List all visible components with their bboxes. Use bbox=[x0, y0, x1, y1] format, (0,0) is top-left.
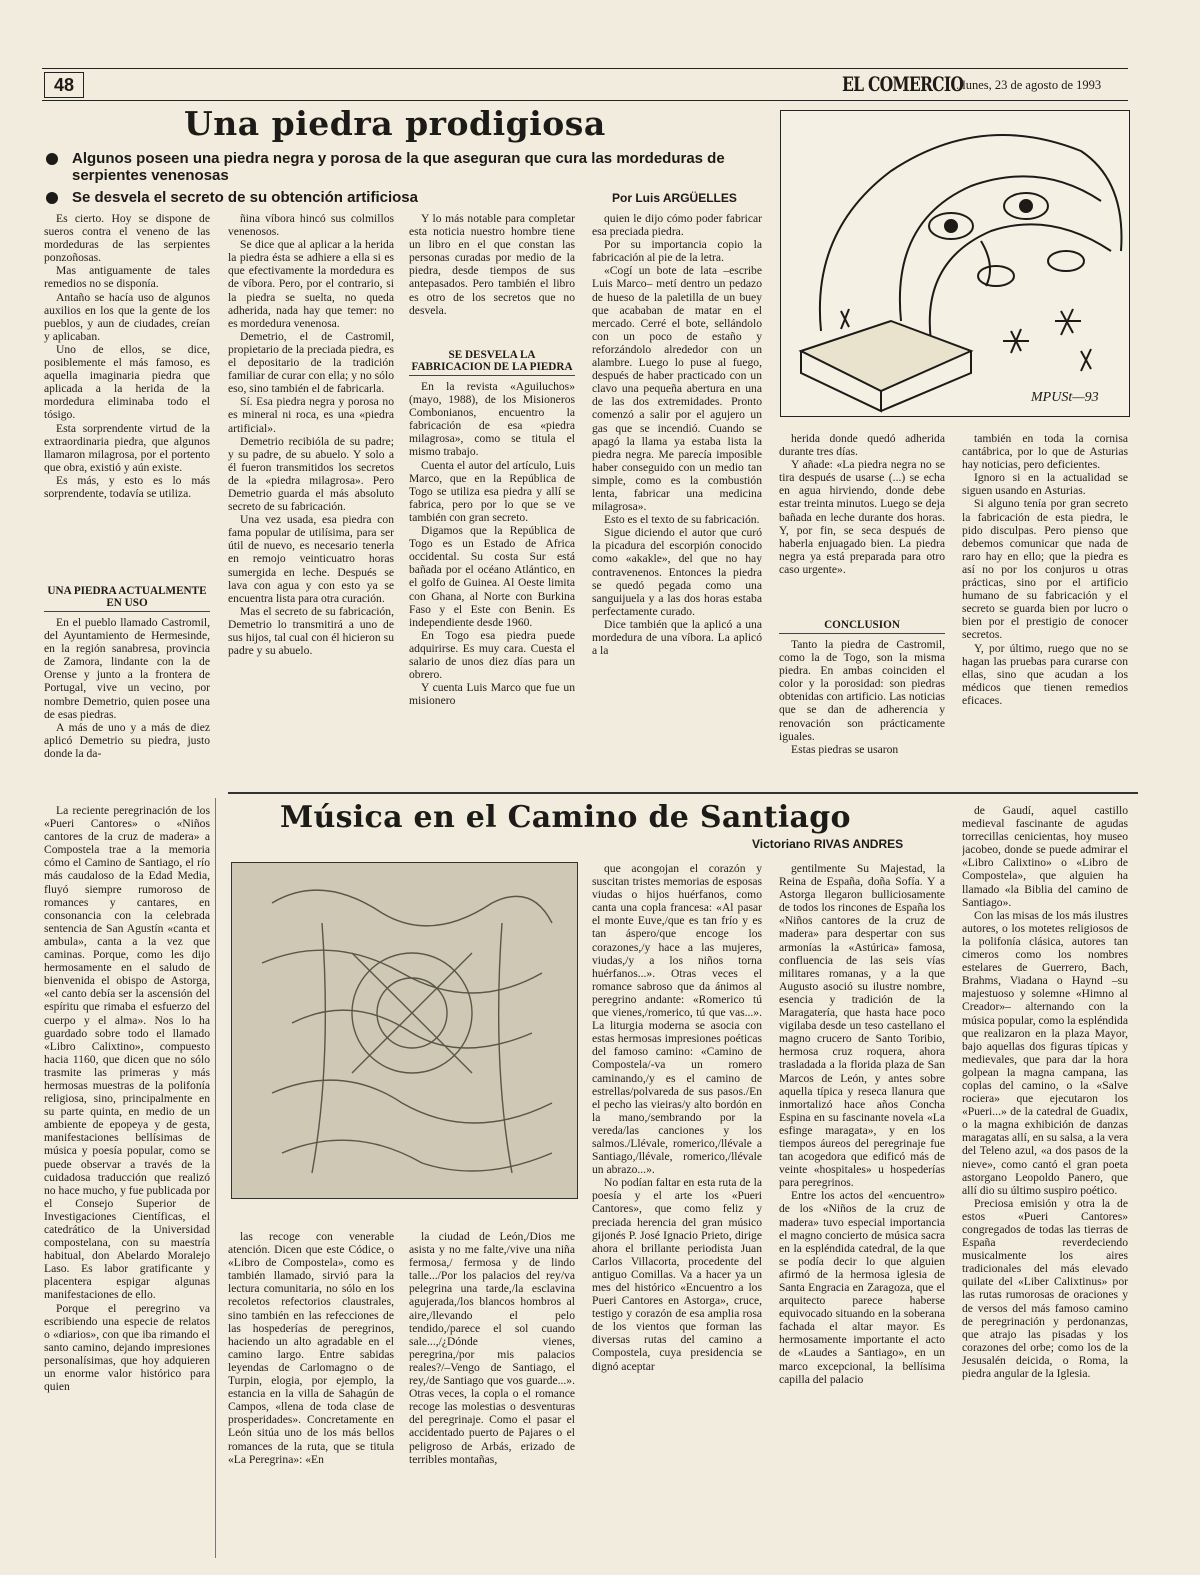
article2-col4 bbox=[592, 862, 762, 1528]
article1-col4 bbox=[592, 212, 762, 788]
subhead-en-uso: UNA PIEDRA ACTUALMENTE EN USO bbox=[44, 585, 210, 612]
para: las recoge con venerable atención. Dicen que este Códice, o «Libro de Compostela», como es también llamado, sirvió para la lectura comunitaria, no sólo en los recoletos refectorios claustrales, sino también en las refecciones de las hospederías de peregrinos, haciendo un alto agradable en el camino largo. Entre sabidas leyendas de Carlomagno o de Turpin, elogia, por ejemplo, la estancia en la villa de Sahagún de Campos, «llena de toda clase de prosperidades». Concretamente en León sitúa uno de los más bellos romances de la ruta, que se titula «La Peregrina»: «En bbox=[228, 1230, 394, 1466]
article1-col5b bbox=[779, 616, 945, 788]
para: también en toda la cornisa cantábrica, por lo que de Asturias hay noticias, pero deficientes. bbox=[962, 432, 1128, 472]
para: Si alguno tenía por gran secreto la fabricación de esta piedra, le pido disculpas. Pero pienso que debemos comunicar que nada de raro hay en ello; que la piedra es así no por los conjuros u otras prácticas, sino por el artificio humano de su fabricación y el secreto se guarda bien por lucro o bien por el prestigio de conocer secretos. bbox=[962, 497, 1128, 642]
para: Mas antiguamente de tales remedios no se disponía. bbox=[44, 264, 210, 291]
article1-col5 bbox=[779, 432, 945, 612]
para: En el pueblo llamado Castromil, del Ayuntamiento de Hermesinde, en la región sanabresa, provincia de Zamora, lindante con la de Orense y junto a la frontera de Portugal, vive un vecino, por nombre Demetrio, quien posee una de esas piedras. bbox=[44, 616, 210, 721]
article1-bullet1: Algunos poseen una piedra negra y porosa de la que aseguran que cura las mordeduras de serpientes venenosas bbox=[72, 150, 725, 184]
para: La reciente peregrinación de los «Pueri Cantores» o «Niños cantores de la cruz de madera» a Compostela trae a la memoria cómo el Camino de Santiago, el río más caudaloso de la Edad Media, fluyó siempre rumoroso de romances y cantares, en consonancia con la celebrada sentencia de San Agustín «canta et ambula», canta a la vez que caminas. Porque, como les dijo hermosamente en el saludo de bienvenida el obispo de Astorga, «el canto debía ser la ascensión del espíritu que rimaba el esfuerzo del cuerpo y el alma». Nos lo ha guardado sobre todo el llamado «Libro Calixtino», compuesto hacia 1160, que dicen que no sólo trasmite las primeras y más hermosas muestras de la polifonía religiosa, sino, principalmente en su parte quinta, en medio de un ambiente de epopeya y de gesta, manifestaciones bellísimas de música y poesía popular, como se puede observar a través de la cuidadosa traducción que realizó no hace mucho, y fue publicada por el Consejo Superior de Investigaciones Científicas, el catedrático de la Universidad compostelana, con su maestría habitual, don Abelardo Moralejo Laso. Es labor gratificante y placentera espigar algunas manifestaciones de ello. bbox=[44, 804, 210, 1302]
para: Entre los actos del «encuentro» de los «Niños de la cruz de madera» tuvo especial importancia el magno concierto de música sacra en la espléndida catedral, de la que se podía decir lo que alguien afirmó de la hermosa iglesia de Santa Engracia en Zaragoza, que el arquitecto parece haberse equivocado situando en la soberana fachada el altar mayor. Es hermosamente importante el acto de «Laudes a Santiago», en un marco excepcional, la bellísima capilla del palacio bbox=[779, 1189, 945, 1386]
para: Demetrio recibióla de su padre; y su padre, de su abuelo. Y solo a él fueron transmitidos los secretos de la «piedra milagrosa». Pero Demetrio guarda el más absoluto secreto de su fabricación. bbox=[228, 434, 394, 514]
para: En la revista «Aguiluchos» (mayo, 1988), de los Misioneros Combonianos, encuentro la fabricación de esa «piedra milagrosa», como se titula el mismo trabajo. bbox=[409, 380, 575, 459]
para: Ignoro si en la actualidad se siguen usando en Asturias. bbox=[962, 471, 1128, 498]
para: gentilmente Su Majestad, la Reina de España, doña Sofía. Y a Astorga llegaron bulliciosamente de todos los rincones de España los «Niños cantores de la cruz de madera» para despertar con sus armonías la «Astúrica» famosa, confluencia de las seis vías militares romanas, y a la que Augusto asoció su ilustre nombre, esencia y tradición de la Maragatería, que hasta hace poco vigilaba desde un teso castellano el magno crucero de Santo Toribio, hermosa cruz roquera, ahora trasladada a la florida plaza de San Marcos de León, y antes sobre aquella típica y reseca llanura que inmortalizó hace años Concha Espina en su fascinante novela «La esfinge maragata», y en los tiempos áureos del peregrinaje fue tan acogedora que edificó más de veinte «hospitales» u hospederías para peregrinos. bbox=[779, 862, 945, 1190]
para: Antaño se hacía uso de algunos auxilios en los que la gente de los pueblos, y aun de ciudades, creían y aplicaban. bbox=[44, 290, 210, 343]
article1-col6 bbox=[962, 432, 1128, 788]
para: Es cierto. Hoy se dispone de sueros contra el veneno de las mordeduras de las serpientes ponzoñosas. bbox=[44, 212, 210, 265]
para: Sí. Esa piedra negra y porosa no es mineral ni roca, es una «piedra artificial». bbox=[228, 395, 394, 435]
para: No podían faltar en esta ruta de la poesía y el arte los «Pueri Cantores», que como feliz y preciada herencia del gran músico gijonés P. José Ignacio Prieto, dirige ahora el brillante periodista Juan Carlos Villacorta, procedente del antiguo Comillas. Va a hacer ya un mes del histórico «Encuentro a los Pueri Cantores en Astorga», cruce, testigo y corazón de esa amplia rosa de los vientos que forman las diversas rutas del camino a Compostela, cuya presidencia se dignó aceptar bbox=[592, 1176, 762, 1373]
para: Es más, y esto es lo más sorprendente, todavía se utiliza. bbox=[44, 473, 210, 500]
para: Uno de ellos, se dice, posiblemente el más famoso, es aquella imaginaria piedra que aplicada a la herida de la mordedura eliminaba todo el tósigo. bbox=[44, 342, 210, 422]
subhead-conclusion: CONCLUSION bbox=[779, 619, 945, 634]
article1-col3 bbox=[409, 212, 575, 344]
illustration-signature: MPUSt—93 bbox=[1031, 390, 1099, 405]
para: Sigue diciendo el autor que curó la picadura del escorpión conocido como «akakle», del que no hay contravenenos. Entonces la piedra se quedó pegada como una sanguijuela y a las dos horas estaba perfectamente curado. bbox=[592, 526, 762, 618]
para: la ciudad de León,/Dios me asista y no me falte,/vive una niña fermosa,/ fermosa y de lindo talle.../Por los palacios del rey/va pelegrina una tarde,/la esclavina agujerada,/los blancos hombros al aire,/llevando el pelo tendido,/parece el sol cuando sale...,/¿Dónde vienes, peregrina,/por mis palacios reales?/–Vengo de Santiago, el rey,/de Santiago que vos guarde...». Otras veces, la copla o el romance recoge las molestias o desventuras del peregrinaje. Como el pasar el accidentado puerto de Pajares o el peligroso de Arbás, erizado de terribles montañas, bbox=[409, 1230, 575, 1466]
para: Tanto la piedra de Castromil, como la de Togo, son la misma piedra. En ambas coinciden el color y la porosidad: son piedras obtenidas con artificio. Las noticias que se dan de adherencia y renovación son prácticamente iguales. bbox=[779, 638, 945, 743]
para: Esto es el texto de su fabricación. bbox=[604, 513, 760, 527]
article2-title: Música en el Camino de Santiago bbox=[280, 800, 851, 835]
para: Preciosa emisión y otra la de estos «Pueri Cantores» congregados de todas las tierras de España reverdeciendo musicalmente los aires tradicionales del más elevado quilate del «Liber Calixtinus» por las rutas rumorosas de oraciones y de versos del más famoso camino de peregrinación y perdonanzas, que atrajo las pisadas y los corazones del orbe; como los de la Jesusalén deicida, o Roma, la piedra angular de la Iglesia. bbox=[962, 1196, 1128, 1381]
para: A más de uno y a más de diez aplicó Demetrio su piedra, justo donde la da- bbox=[44, 720, 210, 760]
para: Y lo más notable para completar esta noticia nuestro hombre tiene un libro en el que constan las personas curadas por medio de la piedra, desde tiempos de sus antepasados. Pero también el libro es otro de los secretos que no desvela. bbox=[409, 212, 575, 317]
para: herida donde quedó adherida durante tres días. bbox=[779, 432, 945, 459]
article-separator bbox=[228, 792, 1138, 794]
article2-col2 bbox=[228, 1230, 394, 1528]
para: Por su importancia copio la fabricación al pie de la letra. bbox=[592, 238, 762, 265]
para: Esta sorprendente virtud de la extraordinaria piedra, que algunos llamaron milagrosa, por el portento que obra, existió y aún existe. bbox=[44, 421, 210, 474]
article2-col5 bbox=[779, 862, 945, 1528]
para: Con las misas de los más ilustres autores, o los motetes religiosos de la polifonía clásica, autores tan cimeros como los nombres estelares de Guerrero, Bach, Brahms, Viadana o Haynd –su majestuoso y solemne «Himno al Creador»– alternando con la música popular, como la espléndida que realizaron en la plaza Mayor, bajo aquellas dos figuras típicas y medievales, que para dar la hora golpean la magna campana, las coplas del camino, o la «Salve rociera» que ejecutaron los «Pueri...» de la catedral de Guadix, o la magna exhibición de danzas maragatas allí, en su salsa, a la vera del Teleno azul, «a dos pasos de la nieve», como cantó el gran poeta astorgano Leopoldo Panero, que allí dio su último suspiro poético. bbox=[962, 908, 1128, 1197]
article2-col1 bbox=[44, 804, 210, 1528]
article2-col3 bbox=[409, 1230, 575, 1528]
article1-col1 bbox=[44, 212, 210, 592]
para: Porque el peregrino va escribiendo una especie de relatos o «diarios», con que iba rimando el santo camino, dejando impresiones personalísimas, que hoy adquieren un enorme valor histórico para quien bbox=[44, 1301, 210, 1394]
para: que acongojan el corazón y suscitan tristes memorias de esposas viudas o hijos huérfanos, como canta una copla francesa: «Al pasar el monte Euve,/que es tan frío y es tan áspero/que encoge los corazones,/y hace a las mujeres, viudas,/y a los niños torna huérfanos...». Otras veces el romance sabroso que da ánimos al peregrino andante: «Romerico tú que vienes,/romerico, tú que vas...». La liturgia moderna se asocia con estas hermosas impresiones poéticas del famoso camino: «Camino de Compostela/-va un romero caminando,/y es el camino de estrellas/polvareda de sus pasos./En el pecho las vieiras/y alto bordón en la mano,/sembrando por la vereda/las canciones y los salmos./Llévale, romerico,/llévale a Santiago,/llévale, romerico,/llévale un abrazo...». bbox=[592, 862, 762, 1177]
para: Estas piedras se usaron bbox=[791, 742, 899, 756]
article1-title: Una piedra prodigiosa bbox=[184, 104, 606, 143]
para: «Cogí un bote de lata –escribe Luis Marco– metí dentro un pedazo de hueso de la paletilla de un buey que acababan de matar en el mercado. Cerré el bote, sellándolo con un poco de estaño y reforzándolo alrededor con un alambre. Luego lo puse al fuego, después de haber practicado con un clavo una pequeña abertura en una de las dos extremidades. Pronto comenzó a salir por el agujero un gas que se incendió. Cuando se apagó la llama ya estaba lista la piedra negra. Me parecía imposible haber conseguido con un medio tan simple, como es la combustión lenta, fabricar una medicina milagrosa». bbox=[592, 264, 762, 514]
faces-stone-drawing bbox=[781, 111, 1129, 416]
para: Y cuenta Luis Marco que fue un misionero bbox=[409, 681, 575, 708]
para: En Togo esa piedra puede adquirirse. Es muy cara. Cuesta el salario de unos diez días para un obrero. bbox=[409, 628, 575, 682]
article2-col6 bbox=[962, 804, 1128, 1528]
para: Y añade: «La piedra negra no se tira después de usarse (...) se echa en agua hirviendo, donde debe estar treinta minutos. Luego se deja bañada en leche durante dos horas. Y, por fin, se seca después de haberla enjuagado bien. La piedra negra ya está preparada para otro caso urgente». bbox=[779, 458, 945, 576]
bullet1-dot bbox=[46, 153, 58, 165]
header-top-rule bbox=[42, 68, 1128, 69]
para: Mas el secreto de su fabricación, Demetrio lo transmitirá a uno de sus hijos, tal cual con él hicieron su padre y su abuelo. bbox=[228, 604, 394, 658]
medieval-engraving-image bbox=[232, 863, 577, 1198]
article1-illustration bbox=[780, 110, 1130, 417]
header-bottom-rule bbox=[42, 100, 1128, 101]
para: Se dice que al aplicar a la herida la piedra ésta se adhiere a ella si es que efectivamente la mordedura es de víbora. Pero, por el contrario, si la piedra se suelta, no queda adherida, nada hay que temer: no es mordedura venenosa. bbox=[228, 238, 394, 330]
para: Una vez usada, esa piedra con fama popular de utilísima, para ser útil de nuevo, es necesario tenerla en remojo veinticuatro horas sumergida en leche. Después se lava con agua y con esto ya se encuentra lista para otra curación. bbox=[228, 513, 394, 605]
article2-engraving bbox=[231, 862, 578, 1199]
para: Cuenta el autor del artículo, Luis Marco, que en la República de Togo se utiliza esa piedra y allí se fabrica, pero por lo que se ve también con gran secreto. bbox=[409, 458, 575, 524]
subhead-fabricacion: SE DESVELA LA FABRICACION DE LA PIEDRA bbox=[409, 349, 575, 376]
para: Demetrio, el de Castromil, propietario de la preciada piedra, es el depositario de la tradición familiar de curar con ella; y no sólo eso, sino también el de fabricarla. bbox=[228, 329, 394, 396]
article1-col3b bbox=[409, 346, 575, 788]
article2-col-divider bbox=[215, 798, 216, 1558]
para: ñina víbora hincó sus colmillos venenosos. bbox=[228, 212, 394, 239]
para: Dice también que la aplicó a una mordedura de una víbora. La aplicó a la bbox=[592, 617, 762, 658]
para: quien le dijo cómo poder fabricar esa preciada piedra. bbox=[592, 212, 762, 239]
para: de Gaudí, aquel castillo medieval fascinante de agudas torrecillas cenicientas, hoy museo jacobeo, donde se puede admirar el «Libro Calixtino» o «Libro de Compostela», que alguien ha llamado «la Biblia del camino de Santiago». bbox=[962, 804, 1128, 909]
article1-col2 bbox=[228, 212, 394, 788]
bullet2-dot bbox=[46, 192, 58, 204]
masthead: EL COMERCIO bbox=[842, 72, 964, 96]
article2-byline: Victoriano RIVAS ANDRES bbox=[752, 837, 904, 851]
para: Y, por último, ruego que no se hagan las pruebas para curarse con ellas, sino que acudan a los médicos que tienen remedios eficaces. bbox=[962, 641, 1128, 707]
header-date: . lunes, 23 de agosto de 1993 bbox=[956, 78, 1102, 92]
para: Digamos que la República de Togo es un Estado de Africa occidental. Su costa Sur está bañada por el océano Atlántico, en el golfo de Guinea. Al Oeste limita con Ghana, al Norte con Burkina Faso y el Este con Benin. Es independiente desde 1960. bbox=[409, 524, 575, 629]
article1-bullet2: Se desvela el secreto de su obtención artificiosa bbox=[72, 189, 418, 206]
article1-byline: Por Luis ARGÜELLES bbox=[612, 191, 737, 205]
page-number: 48 bbox=[44, 72, 84, 98]
article1-col1b bbox=[44, 582, 210, 788]
